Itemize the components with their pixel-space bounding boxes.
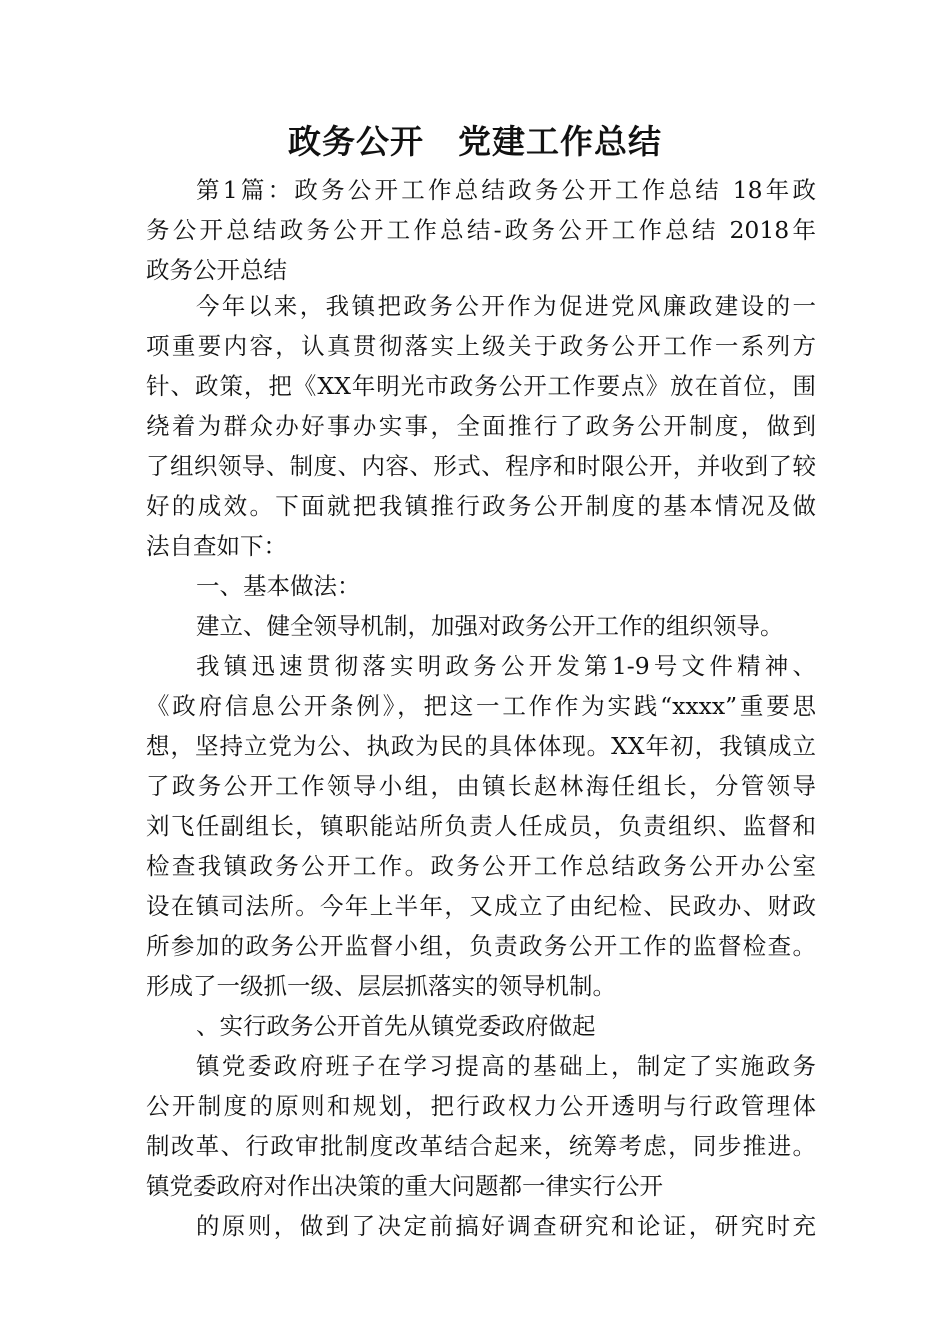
body-line: 针、政策，把《XX年明光市政务公开工作要点》放在首位，围 [146,372,816,400]
body-line: 设在镇司法所。今年上半年，又成立了由纪检、民政办、财政 [146,892,816,920]
body-line: 检查我镇政务公开工作。政务公开工作总结政务公开办公室 [146,852,816,880]
body-line: 务公开总结政务公开工作总结-政务公开工作总结 2018年 [146,216,816,244]
body-line: 我镇迅速贯彻落实明政务公开发第1-9号文件精神、 [196,652,816,680]
body-line: 绕着为群众办好事办实事，全面推行了政务公开制度，做到 [146,412,816,440]
document-title: 政务公开 党建工作总结 [288,122,662,161]
body-line: 项重要内容，认真贯彻落实上级关于政务公开工作一系列方 [146,332,816,360]
body-line: 刘飞任副组长，镇职能站所负责人任成员，负责组织、监督和 [146,812,816,840]
body-line: 好的成效。下面就把我镇推行政务公开制度的基本情况及做 [146,492,816,520]
body-line: 形成了一级抓一级、层层抓落实的领导机制。 [146,972,616,1000]
section-heading: 、实行政务公开首先从镇党委政府做起 [196,1012,596,1040]
body-line: 想，坚持立党为公、执政为民的具体体现。XX年初，我镇成立 [146,732,816,760]
body-line: 镇党委政府对作出决策的重大问题都一律实行公开 [146,1172,663,1200]
body-line: 政务公开总结 [146,256,287,284]
body-line: 制改革、行政审批制度改革结合起来，统筹考虑，同步推进。 [146,1132,816,1160]
body-line: 了组织领导、制度、内容、形式、程序和时限公开，并收到了较 [146,452,816,480]
body-line: 建立、健全领导机制，加强对政务公开工作的组织领导。 [196,612,784,640]
body-line: 的原则，做到了决定前搞好调查研究和论证，研究时充 [196,1212,816,1240]
section-heading: 一、基本做法： [196,572,361,600]
body-line: 公开制度的原则和规划，把行政权力公开透明与行政管理体 [146,1092,816,1120]
body-line: 镇党委政府班子在学习提高的基础上，制定了实施政务 [196,1052,816,1080]
body-line: 今年以来，我镇把政务公开作为促进党风廉政建设的一 [196,292,816,320]
body-line: 了政务公开工作领导小组，由镇长赵林海任组长，分管领导 [146,772,816,800]
body-line: 《政府信息公开条例》，把这一工作作为实践“xxxx”重要思 [146,692,816,720]
body-line: 所参加的政务公开监督小组，负责政务公开工作的监督检查。 [146,932,816,960]
body-line: 第1篇：政务公开工作总结政务公开工作总结 18年政 [196,176,816,204]
body-line: 法自查如下： [146,532,287,560]
